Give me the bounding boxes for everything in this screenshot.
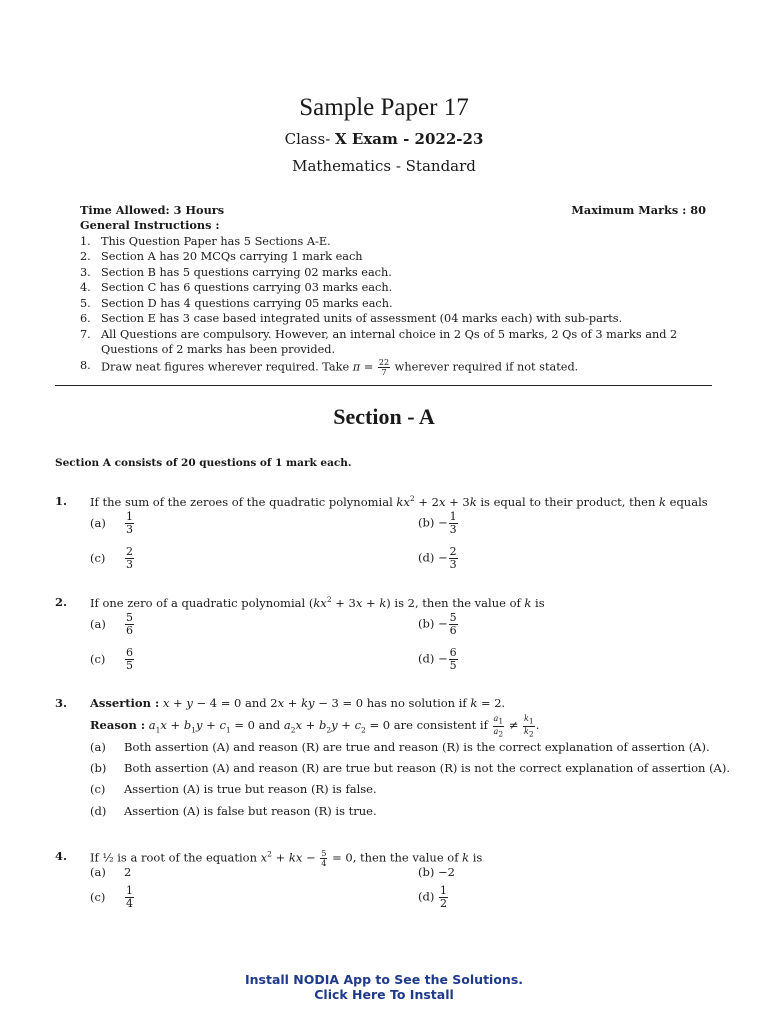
instruction-item: 3. Section B has 5 questions carrying 02 marks each.: [80, 265, 392, 279]
class-prefix: Class-: [284, 130, 336, 148]
assertion-text: Assertion : x + y − 4 = 0 and 2x + ky − 3 = 0 has no solution if k = 2.: [90, 696, 506, 710]
instruction-item: 6. Section E has 3 case based integrated units of assessment (04 marks each) with sub-parts.: [80, 312, 623, 325]
option-b[interactable]: (b) − $\frac{1}{3}$: [418, 510, 457, 536]
pi-fraction: $\frac{22}{7}$: [378, 357, 390, 377]
option-c[interactable]: (c) $\frac{6}{5}$: [90, 646, 133, 672]
option-b[interactable]: (b) − $\frac{5}{6}$: [418, 611, 457, 637]
question-number: 3.: [55, 696, 68, 710]
question-number: 1.: [55, 494, 68, 508]
instruction-item: 2. Section A has 20 MCQs carrying 1 mark each: [80, 250, 363, 263]
option-d[interactable]: (d) − $\frac{6}{5}$: [418, 646, 457, 672]
section-title: Section - A: [333, 404, 435, 429]
fraction: $\frac{6}{5}$: [449, 646, 457, 672]
fraction: $\frac{2}{3}$: [449, 545, 457, 571]
header-divider: [55, 385, 712, 386]
option-b[interactable]: (b) Both assertion (A) and reason (R) are true but reason (R) is not the correct explanation of assertion (A).: [90, 761, 730, 775]
fraction: $\frac{1}{3}$: [449, 510, 457, 536]
question-number: 4.: [55, 849, 68, 863]
option-c[interactable]: (c) $\frac{2}{3}$: [90, 545, 133, 571]
reason-text: Reason : $a_1x + b_1y + c_1 = 0$ and $a_2x + b_2y + c_2 = 0$ are consistent if $\frac{a_1}{a_2}$ ≠ $\frac{k_1}{k_2}$ .: [90, 714, 540, 739]
question-2-text: If one zero of a quadratic polynomial $(kx^2 + 3x + k)$ is 2, then the value of k is: [90, 595, 545, 610]
instruction-item: 8. Draw neat figures wherever required. Take π = $\frac{22}{7}$ wherever required if not stated.: [80, 357, 579, 377]
subject-line: Mathematics - Standard: [292, 157, 476, 175]
fraction: $\frac{5}{4}$: [321, 849, 327, 868]
fraction: $\frac{5}{6}$: [126, 611, 133, 637]
option-a[interactable]: (a) 2: [90, 865, 132, 879]
option-c[interactable]: (c) Assertion (A) is true but reason (R) is false.: [90, 782, 377, 796]
option-a[interactable]: (a) Both assertion (A) and reason (R) are true and reason (R) is the correct explanation of assertion (A).: [90, 740, 710, 754]
option-b[interactable]: (b) −2: [418, 865, 455, 879]
fraction: $\frac{6}{5}$: [126, 646, 133, 672]
instruction-item: 4. Section C has 6 questions carrying 03 marks each.: [80, 281, 393, 294]
option-c[interactable]: (c) $\frac{1}{4}$: [90, 884, 133, 910]
class-line: [0, 130, 768, 148]
instruction-item: 1. This Question Paper has 5 Sections A-E.: [80, 234, 331, 248]
fraction: $\frac{k_1}{k_2}$: [524, 714, 534, 739]
option-d[interactable]: (d) Assertion (A) is false but reason (R) is true.: [90, 804, 377, 818]
install-link[interactable]: Click Here To Install: [314, 987, 454, 1002]
option-a[interactable]: (a) $\frac{5}{6}$: [90, 611, 133, 637]
general-instructions: [80, 218, 720, 377]
instruction-item: 5. Section D has 4 questions carrying 05 marks each.: [80, 296, 393, 310]
question-1-text: If the sum of the zeroes of the quadratic polynomial $kx^2 + 2x + 3k$ is equal to their product, then k equals: [90, 494, 708, 509]
option-d[interactable]: (d) $\frac{1}{2}$: [418, 884, 447, 910]
fraction: $\frac{2}{3}$: [126, 545, 133, 571]
fraction: $\frac{1}{2}$: [440, 884, 447, 910]
question-4-text: If ½ is a root of the equation $x^2$ + kx − $\frac{5}{4}$ = 0, then the value of k is: [90, 849, 483, 868]
instruction-item: 7. All Questions are compulsory. However, an internal choice in 2 Qs of 5 marks, 2 Qs of 3 marks and 2 Questions of 2 marks has been provided.: [80, 327, 678, 356]
option-d[interactable]: (d) − $\frac{2}{3}$: [418, 545, 457, 571]
fraction: $\frac{1}{3}$: [126, 510, 133, 536]
question-number: 2.: [55, 595, 68, 609]
fraction: $\frac{1}{4}$: [126, 884, 133, 910]
class-exam: X Exam - 2022-23: [335, 130, 484, 148]
install-app-line[interactable]: Install NODIA App to See the Solutions.: [244, 972, 524, 987]
time-allowed: Time Allowed: 3 Hours: [80, 203, 225, 217]
install-app-banner[interactable]: [0, 972, 768, 1002]
fraction: $\frac{a_1}{a_2}$: [493, 714, 504, 739]
fraction: $\frac{5}{6}$: [449, 611, 457, 637]
option-a[interactable]: (a) $\frac{1}{3}$: [90, 510, 133, 536]
instructions-title: General Instructions :: [80, 218, 220, 232]
maximum-marks: Maximum Marks : 80: [571, 203, 706, 217]
section-note: Section A consists of 20 questions of 1 mark each.: [55, 457, 352, 469]
paper-title: Sample Paper 17: [299, 94, 469, 121]
